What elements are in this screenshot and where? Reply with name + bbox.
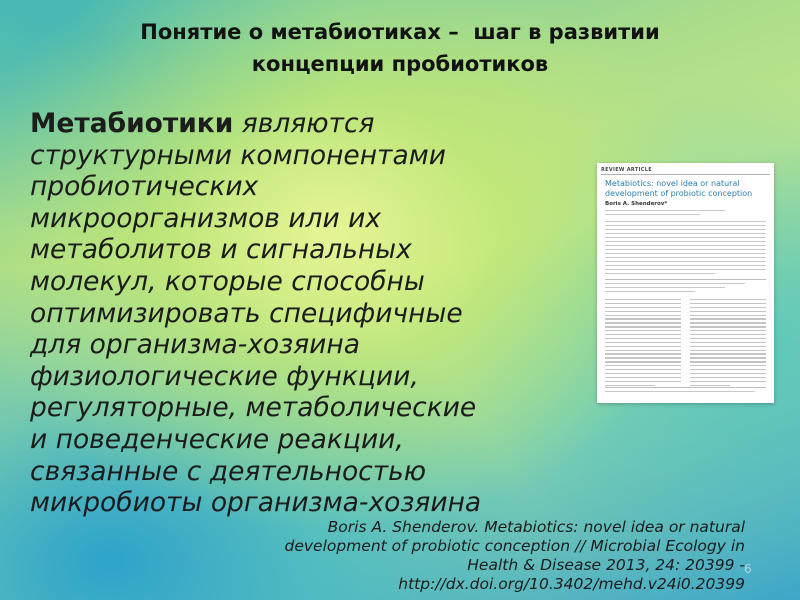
article-footer-block [605,391,766,395]
divider [601,174,770,175]
definition-line-1-rest: являются [233,108,375,139]
definition-line: и поведенческие реакции, [30,423,404,455]
divider [605,387,766,388]
article-column-right [690,299,766,388]
article-title [605,179,755,198]
article-author: Boris A. Shenderov* [605,201,668,207]
definition-line: метаболитов и сигнальных [30,234,412,266]
article-title-line-1: Metabiotics: novel idea or natural [605,179,740,188]
article-title-line-2: development of probiotic conception [605,188,753,198]
definition-line: связанные с деятельностью [30,455,427,487]
definition-line: регуляторные, метаболические [30,392,477,424]
slide-title [40,16,760,80]
citation-line-1: Boris A. Shenderov. Metabiotics: novel idea or natural [327,518,745,536]
article-abstract-block [605,221,766,277]
article-thumbnail [597,163,774,403]
definition-line: для организма-хозяина [30,329,360,361]
slide-title-line-2: концепции пробиотиков [251,52,549,76]
article-column-left [605,299,681,388]
definition-line: пробиотических [30,171,259,203]
citation-line-3: Health & Disease 2013, 24: 20399 - [467,556,745,574]
citation-line-2: development of probiotic conception // Microbial Ecology in [284,537,745,555]
divider [605,279,766,280]
article-affiliation-block [605,210,766,218]
definition-term: Метабиотики [30,108,234,139]
definition-line: оптимизировать специфичные [30,297,463,329]
slide-title-line-1: Понятие о метабиотиках – шаг в развитии [140,20,660,44]
definition-text [30,108,590,519]
citation-text [145,518,745,594]
definition-line-1 [30,108,590,140]
article-type-tag: REVIEW ARTICLE [601,167,652,173]
definition-line: структурными компонентами [30,139,446,171]
article-correspondence-block [605,283,766,295]
definition-line: физиологические функции, [30,360,419,392]
definition-line: микроорганизмов или их [30,202,382,234]
definition-line: молекул, которые способны [30,265,425,297]
slide-number: 6 [744,562,752,576]
definition-line: микробиоты организма-хозяина [30,487,482,519]
citation-link[interactable]: http://dx.doi.org/10.3402/mehd.v24i0.20399 [398,575,745,593]
